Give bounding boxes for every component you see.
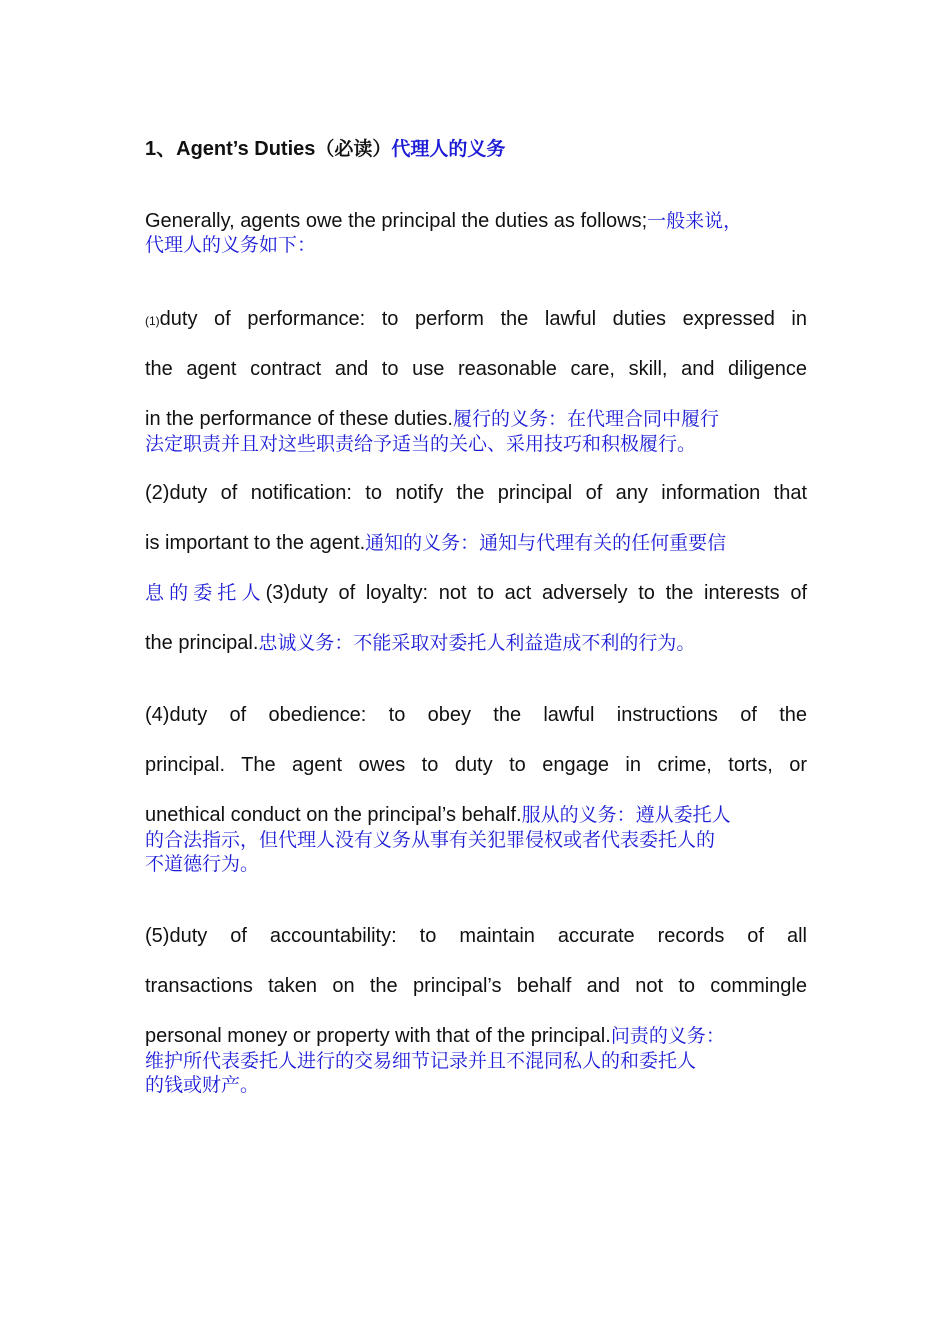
duty-translation: 息的委托人 — [145, 582, 266, 604]
duty-text: principal. The agent owes to duty to engage in crime, torts, or — [145, 754, 807, 776]
duty-accountability-paragraph — [145, 911, 807, 1097]
duty-text: is important to the agent. — [145, 532, 366, 554]
duty-translation: 履行的义务：在代理合同中履行 — [452, 408, 719, 430]
duty-translation: 的钱或财产。 — [145, 1074, 260, 1096]
duty-translation: 法定职责并且对这些职责给予适当的关心、采用技巧和积极履行。 — [145, 433, 697, 455]
heading-note: （必读） — [315, 138, 392, 160]
duty-text: the principal. — [145, 632, 259, 654]
duty-text: (4)duty of obedience: to obey the lawful instructions of the — [145, 704, 807, 726]
intro-text: Generally, agents owe the principal the duties as follows; — [145, 210, 648, 232]
intro-translation-2: 代理人的义务如下： — [145, 234, 317, 256]
duty-number: (1) — [145, 314, 160, 328]
duty-text: duty of performance: to perform the lawful duties expressed in — [159, 308, 807, 330]
duty-translation: 维护所代表委托人进行的交易细节记录并且不混同私人的和委托人 — [145, 1050, 697, 1072]
duty-translation: 问责的义务： — [610, 1025, 725, 1047]
duty-translation: 不道德行为。 — [145, 853, 260, 875]
duty-text: the agent contract and to use reasonable care, skill, and diligence — [145, 358, 807, 380]
duty-text: transactions taken on the principal’s behalf and not to commingle — [145, 975, 807, 997]
heading-translation: 代理人的义务 — [391, 138, 506, 160]
duty-translation: 服从的义务：遵从委托人 — [521, 804, 731, 826]
intro-translation-1: 一般来说， — [647, 210, 743, 232]
duty-translation: 的合法指示，但代理人没有义务从事有关犯罪侵权或者代表委托人的 — [145, 829, 716, 851]
intro-paragraph — [145, 196, 807, 258]
duty-text: personal money or property with that of the principal. — [145, 1025, 611, 1047]
duty-translation: 忠诚义务：不能采取对委托人利益造成不利的行为。 — [258, 632, 696, 654]
duty-translation: 通知的义务：通知与代理有关的任何重要信 — [365, 532, 727, 554]
duty-text: (5)duty of accountability: to maintain accurate records of all — [145, 925, 807, 947]
heading-title: 1、Agent’s Duties — [145, 138, 316, 160]
duty-obedience-paragraph — [145, 690, 807, 876]
duty-performance-paragraph — [145, 294, 807, 456]
duty-text: in the performance of these duties. — [145, 408, 453, 430]
duty-text: (3)duty of loyalty: not to act adversely to the interests of — [265, 582, 807, 604]
duty-notification-paragraph — [145, 468, 807, 668]
duty-text: unethical conduct on the principal’s behalf. — [145, 804, 522, 826]
duty-text: (2)duty of notification: to notify the principal of any information that — [145, 482, 807, 504]
section-heading — [145, 134, 807, 164]
